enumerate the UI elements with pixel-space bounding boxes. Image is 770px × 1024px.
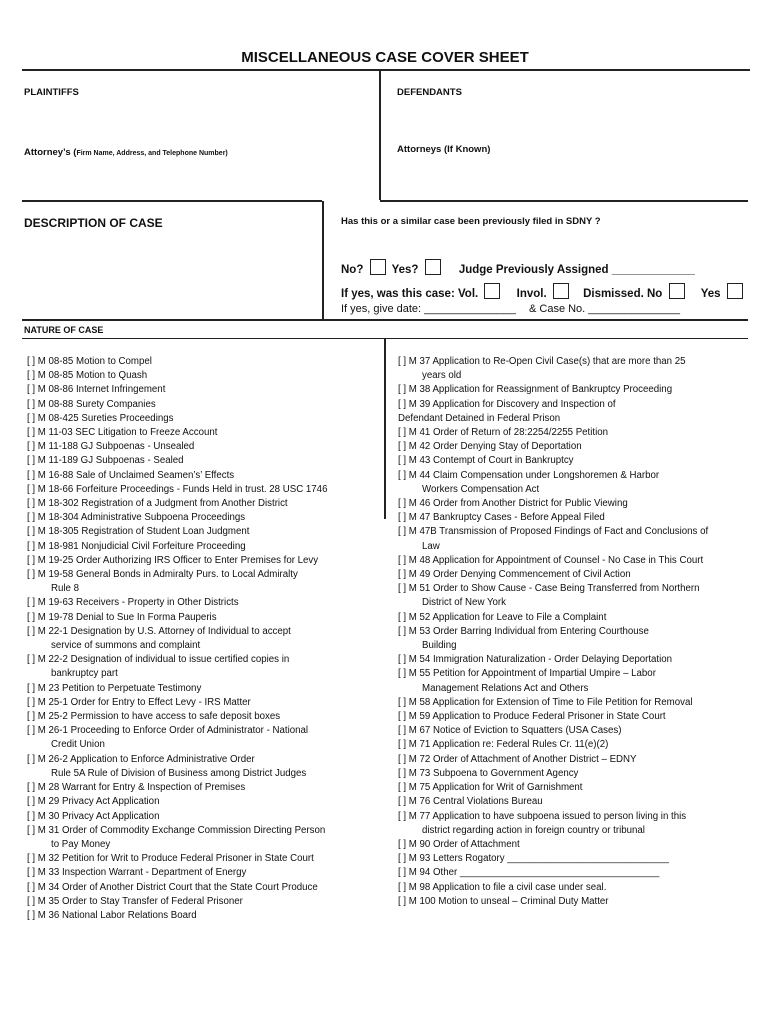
case-list-item[interactable]: [ ] M 19-58 General Bonds in Admiralty Purs. to Local Admiralty [27,569,298,581]
case-list-item[interactable]: Defendant Detained in Federal Prison [398,412,561,424]
case-list-item[interactable]: [ ] M 51 Order to Show Cause - Case Being Transferred from Northern [398,583,700,595]
case-list-item[interactable]: [ ] M 08-85 Motion to Compel [27,356,152,367]
list-divider [384,339,386,519]
case-list-item[interactable]: [ ] M 18-302 Registration of a Judgment from Another District [27,498,288,510]
case-list-item[interactable]: [ ] M 58 Application for Extension of Time to File Petition for Removal [398,696,693,708]
give-date-label: If yes, give date: _______________ [341,303,516,315]
attorneys-known-label: Attorneys (If Known) [397,144,491,155]
case-list-item[interactable]: [ ] M 49 Order Denying Commencement of Civil Action [398,569,631,581]
case-list-item: district regarding action in foreign country or tribunal [422,824,645,836]
party-bottom-rule [380,200,748,202]
case-list-item[interactable]: [ ] M 26-2 Application to Enforce Administrative Order [27,753,255,765]
case-list-item[interactable]: [ ] M 08-425 Sureties Proceedings [27,412,174,424]
case-list-item: Law [422,540,440,552]
dismissed-yes-checkbox[interactable] [727,283,743,299]
nature-of-case-label: NATURE OF CASE [24,325,104,335]
case-list-item: Rule 5A Rule of Division of Business among District Judges [51,767,307,779]
case-list-item[interactable]: [ ] M 16-88 Sale of Unclaimed Seamen’s’ Effects [27,469,235,481]
case-list-item[interactable]: [ ] M 90 Order of Attachment [398,838,520,850]
nature-top-rule [22,319,748,321]
case-list-item[interactable]: [ ] M 25-1 Order for Entry to Effect Levy - IRS Matter [27,696,251,708]
case-list-item[interactable]: [ ] M 35 Order to Stay Transfer of Federal Prisoner [27,895,243,907]
case-list-item[interactable]: [ ] M 53 Order Barring Individual from Entering Courthouse [398,625,649,637]
case-list-item: service of summons and complaint [51,640,201,652]
case-list-item[interactable]: [ ] M 42 Order Denying Stay of Deportation [398,441,582,453]
case-list-item[interactable]: [ ] M 22-1 Designation by U.S. Attorney of Individual to accept [27,625,291,637]
case-list-item[interactable]: [ ] M 76 Central Violations Bureau [398,796,543,808]
case-list-item[interactable]: [ ] M 30 Privacy Act Application [27,810,160,822]
description-label: DESCRIPTION OF CASE [24,216,163,230]
case-list-item: to Pay Money [51,838,111,850]
case-list-item[interactable]: [ ] M 37 Application to Re-Open Civil Case(s) that are more than 25 [398,356,686,367]
case-list-item[interactable]: [ ] M 75 Application for Writ of Garnishment [398,782,583,794]
case-list-item[interactable]: [ ] M 18-304 Administrative Subpoena Proceedings [27,512,246,524]
case-list-item[interactable]: [ ] M 44 Claim Compensation under Longshoremen & Harbor [398,469,660,481]
case-list-item: Workers Compensation Act [422,483,540,495]
case-list-item[interactable]: [ ] M 18-66 Forfeiture Proceedings - Funds Held in trust. 28 USC 1746 [27,483,328,495]
page-title: MISCELLANEOUS CASE COVER SHEET [241,49,529,66]
case-list-item[interactable]: [ ] M 47 Bankruptcy Cases - Before Appeal Filed [398,512,605,524]
case-was-label: If yes, was this case: Vol. [341,288,479,300]
party-bottom-rule-left [22,200,322,202]
case-list-item: bankruptcy part [51,668,118,680]
case-list-item[interactable]: [ ] M 43 Contempt of Court in Bankruptcy [398,455,574,467]
case-list-item[interactable]: [ ] M 19-25 Order Authorizing IRS Officer to Enter Premises for Levy [27,554,319,566]
case-list-item[interactable]: [ ] M 52 Application for Leave to File a Complaint [398,611,607,623]
judge-label: Judge Previously Assigned _____________ [458,264,695,276]
previously-filed-question: Has this or a similar case been previously filed in SDNY ? [341,216,601,227]
case-list-item[interactable]: [ ] M 33 Inspection Warrant - Department of Energy [27,867,247,879]
case-was-row [341,283,746,300]
case-list-item[interactable]: [ ] M 28 Warrant for Entry & Inspection of Premises [27,782,246,794]
attorneys-label-text: Attorney’s ( [24,147,77,158]
dismissed-label: Dismissed. No [583,288,663,300]
case-list-item[interactable]: [ ] M 22-2 Designation of individual to issue certified copies in [27,654,290,666]
vol-checkbox[interactable] [484,283,500,299]
case-list-item[interactable]: [ ] M 19-63 Receivers - Property in Other Districts [27,597,239,609]
yes-label: Yes? [391,264,419,276]
case-list-item[interactable]: [ ] M 19-78 Denial to Sue In Forma Pauperis [27,611,217,623]
case-list-item[interactable]: [ ] M 11-03 SEC Litigation to Freeze Account [27,427,218,439]
invol-label: Invol. [516,288,547,300]
case-list-item[interactable]: [ ] M 71 Application re: Federal Rules Cr. 11(e)(2) [398,739,609,751]
case-list-item[interactable]: [ ] M 36 National Labor Relations Board [27,909,197,921]
case-list-item[interactable]: [ ] M 46 Order from Another District for Public Viewing [398,498,628,510]
right-case-list [398,355,708,909]
give-date-row [341,303,680,315]
case-list-item: Rule 8 [51,583,80,595]
case-list-item: District of New York [422,597,506,609]
case-list-item[interactable]: [ ] M 34 Order of Another District Court that the State Court Produce [27,881,318,893]
case-list-item[interactable]: [ ] M 31 Order of Commodity Exchange Commission Directing Person [27,824,326,836]
yes2-label: Yes [700,288,721,300]
case-list-item[interactable]: [ ] M 08-86 Internet Infringement [27,384,166,396]
case-list-item[interactable]: [ ] M 11-188 GJ Subpoenas - Unsealed [27,441,195,453]
title-rule [22,69,750,71]
dismissed-no-checkbox[interactable] [669,283,685,299]
case-list-item[interactable]: [ ] M 23 Petition to Perpetuate Testimony [27,682,202,694]
case-list-item[interactable]: [ ] M 08-88 Surety Companies [27,398,156,410]
party-divider [379,70,381,200]
case-list-item[interactable]: [ ] M 48 Application for Appointment of Counsel - No Case in This Court [398,554,704,566]
attorneys-label [24,147,228,158]
case-list-item[interactable]: [ ] M 18-981 Nonjudicial Civil Forfeiture Proceeding [27,540,246,552]
case-list-item[interactable]: [ ] M 18-305 Registration of Student Loan Judgment [27,526,250,538]
case-list-item[interactable]: [ ] M 55 Petition for Appointment of Impartial Umpire – Labor [398,668,656,680]
case-no-label: & Case No. _______________ [528,303,681,315]
case-list-item[interactable]: [ ] M 100 Motion to unseal – Criminal Duty Matter [398,895,609,907]
defendants-label: DEFENDANTS [397,87,462,98]
case-list-item[interactable]: [ ] M 29 Privacy Act Application [27,796,160,808]
case-list-item[interactable]: [ ] M 93 Letters Rogatory ______________________________ [398,853,669,865]
no-checkbox[interactable] [370,259,386,275]
case-list-item[interactable]: [ ] M 59 Application to Produce Federal Prisoner in State Court [398,711,666,723]
description-divider [322,201,324,319]
yes-checkbox[interactable] [425,259,441,275]
no-label: No? [341,264,364,276]
case-list-item[interactable]: [ ] M 47B Transmission of Proposed Findings of Fact and Conclusions of [398,526,709,538]
case-list-item[interactable]: [ ] M 98 Application to file a civil case under seal. [398,881,607,893]
case-list-item[interactable]: [ ] M 41 Order of Return of 28:2254/2255 Petition [398,427,609,439]
case-list-item[interactable]: [ ] M 94 Other _____________________________________ [398,867,660,879]
case-list-item[interactable]: [ ] M 08-85 Motion to Quash [27,370,148,382]
case-list-item[interactable]: [ ] M 39 Application for Discovery and Inspection of [398,398,616,410]
no-yes-row [341,259,695,276]
case-list-item[interactable]: [ ] M 38 Application for Reassignment of Bankruptcy Proceeding [398,384,673,396]
case-list-item: Management Relations Act and Others [422,682,589,694]
case-list-item[interactable]: [ ] M 54 Immigration Naturalization - Order Delaying Deportation [398,654,673,666]
case-list-item[interactable]: [ ] M 11-189 GJ Subpoenas - Sealed [27,455,184,467]
case-list-item: years old [422,370,462,382]
invol-checkbox[interactable] [553,283,569,299]
case-list-item[interactable]: [ ] M 32 Petition for Writ to Produce Federal Prisoner in State Court [27,853,314,865]
left-case-list [27,355,327,923]
case-list-item[interactable]: [ ] M 25-2 Permission to have access to safe deposit boxes [27,711,281,723]
plaintiffs-label: PLAINTIFFS [24,87,79,98]
case-list-item: Credit Union [51,739,105,751]
case-list-item: Building [422,640,457,652]
case-list-item[interactable]: [ ] M 26-1 Proceeding to Enforce Order of Administrator - National [27,725,309,737]
case-list-item[interactable]: [ ] M 77 Application to have subpoena issued to person living in this [398,810,687,822]
case-list-item[interactable]: [ ] M 72 Order of Attachment of Another District – EDNY [398,753,637,765]
attorneys-hint: Firm Name, Address, and Telephone Number) [76,150,228,157]
case-list-item[interactable]: [ ] M 73 Subpoena to Government Agency [398,767,579,779]
case-list-item[interactable]: [ ] M 67 Notice of Eviction to Squatters (USA Cases) [398,725,622,737]
